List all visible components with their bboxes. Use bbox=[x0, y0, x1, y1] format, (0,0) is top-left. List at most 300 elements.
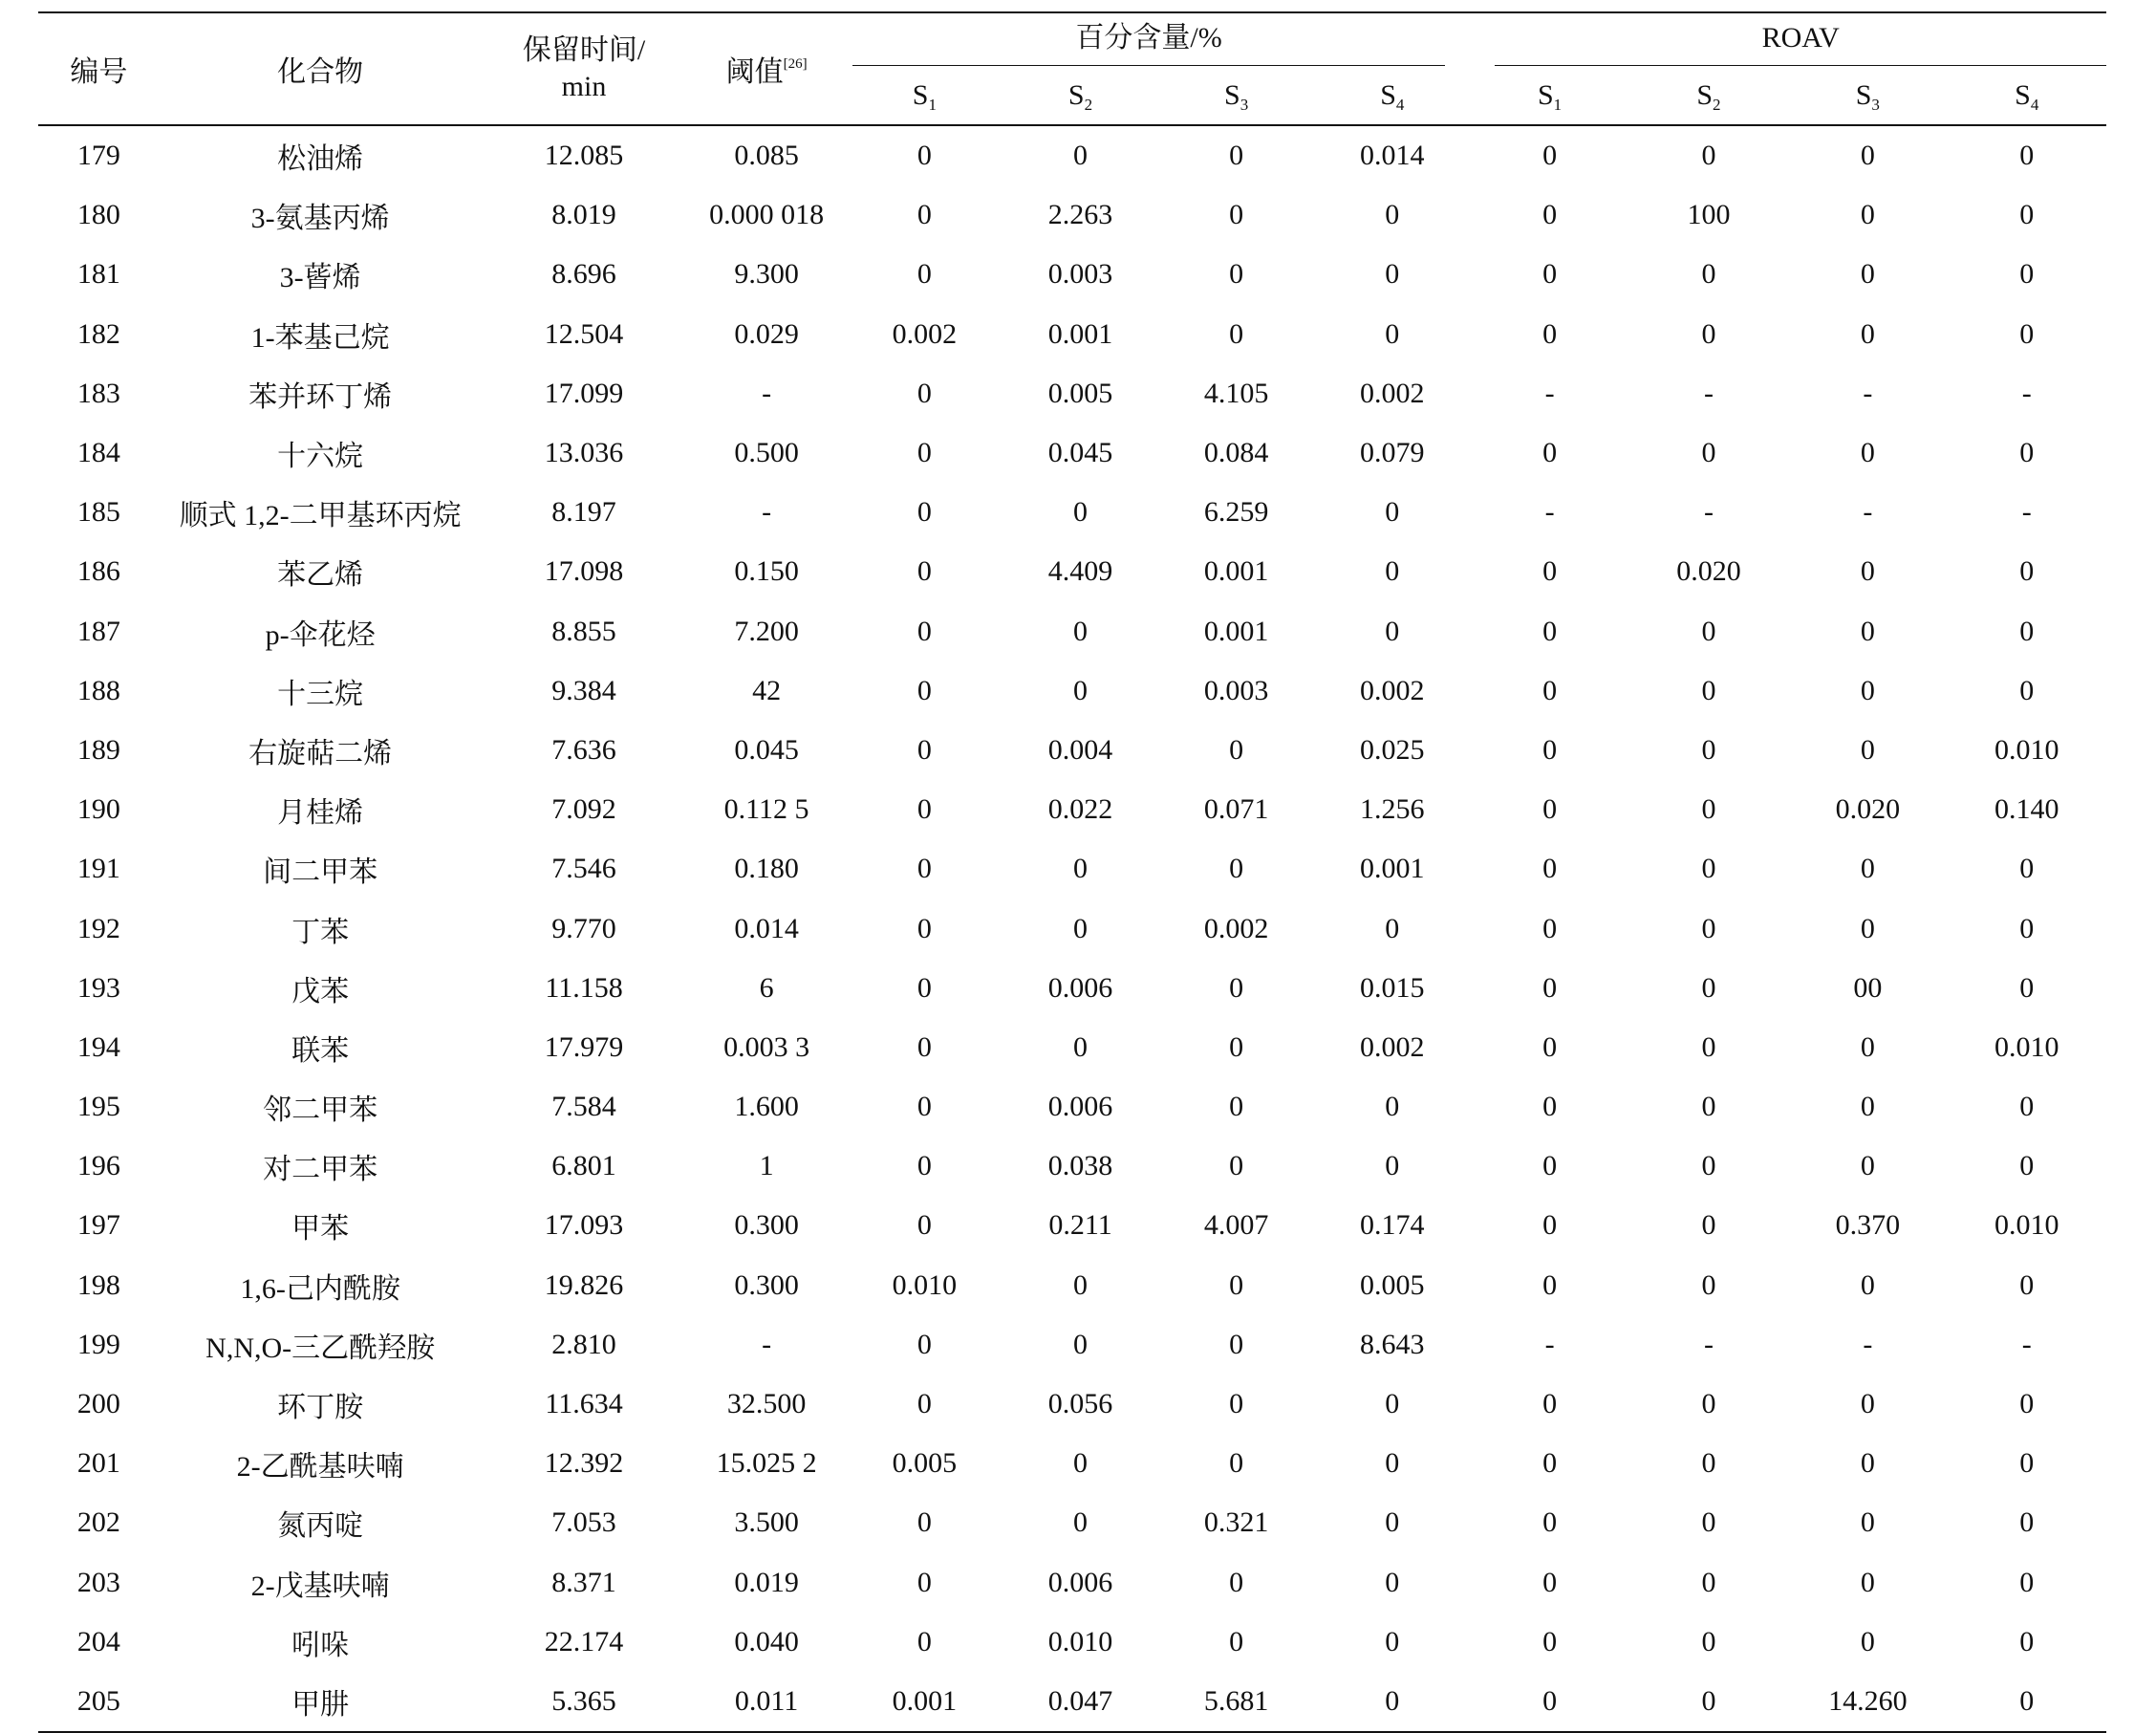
percent-s3-cell: 0.084 bbox=[1203, 437, 1269, 469]
compound-name-cell: 吲哚 bbox=[291, 1629, 350, 1661]
roav-s3-cell: 0 bbox=[1860, 1030, 1875, 1063]
threshold-cell: 0.029 bbox=[734, 317, 799, 350]
roav-s2-cell: 0 bbox=[1701, 140, 1716, 172]
threshold-cell: 9.300 bbox=[734, 258, 799, 291]
roav-s2-cell: 0 bbox=[1701, 674, 1716, 706]
percent-s2-cell: 0 bbox=[1073, 1506, 1088, 1539]
compound-name-cell: 1-苯基己烷 bbox=[250, 321, 390, 354]
table-row bbox=[38, 1256, 2106, 1315]
retention-time-cell: 9.384 bbox=[551, 674, 616, 706]
roav-s4-cell: 0 bbox=[2019, 1091, 2035, 1123]
percent-s3-cell: 0.321 bbox=[1203, 1506, 1269, 1539]
roav-s4-cell: 0 bbox=[2019, 140, 2035, 172]
compound-name-cell: 十三烷 bbox=[277, 678, 364, 710]
percent-s3-cell: 6.259 bbox=[1203, 496, 1269, 529]
percent-s2-cell: 0 bbox=[1073, 1447, 1088, 1480]
id-cell: 199 bbox=[76, 1328, 120, 1360]
roav-s4-cell: 0 bbox=[2019, 258, 2035, 291]
retention-time-cell: 12.392 bbox=[544, 1447, 624, 1480]
compound-name-cell: 丁苯 bbox=[291, 916, 350, 948]
percent-s4-cell: 0.015 bbox=[1360, 971, 1425, 1004]
sample-prefix: S bbox=[912, 78, 929, 111]
percent-s3-cell: 0 bbox=[1229, 199, 1244, 231]
percent-s1-cell: 0 bbox=[916, 912, 932, 944]
roav-s2-cell: 0 bbox=[1701, 317, 1716, 350]
percent-s4-cell: 0.079 bbox=[1360, 437, 1425, 469]
percent-s1-cell: 0 bbox=[916, 496, 932, 529]
percent-s4-cell: 0 bbox=[1385, 1625, 1400, 1657]
roav-s2-cell: 0 bbox=[1629, 1672, 1788, 1732]
roav-s2-cell: 100 bbox=[1687, 199, 1731, 231]
id-cell: 189 bbox=[76, 733, 120, 766]
sample-index: 2 bbox=[1713, 95, 1721, 114]
roav-s1-cell: 0 bbox=[1542, 1566, 1558, 1598]
roav-s4-cell: 0 bbox=[2019, 1566, 2035, 1598]
percent-s4-cell: 0 bbox=[1314, 1672, 1470, 1732]
roav-s1-cell: 0 bbox=[1542, 674, 1558, 706]
header-rt-line1: 保留时间/ bbox=[522, 34, 646, 66]
roav-s3-cell: 0 bbox=[1860, 317, 1875, 350]
roav-s3-cell: - bbox=[1863, 496, 1873, 529]
percent-s4-cell: 0 bbox=[1385, 1091, 1400, 1123]
percent-s2-cell: 0.006 bbox=[1047, 1566, 1113, 1598]
percent-s1-cell: 0 bbox=[916, 199, 932, 231]
percent-s3-cell: 0 bbox=[1229, 1328, 1244, 1360]
roav-s2-cell: 0 bbox=[1701, 1506, 1716, 1539]
threshold-cell: 32.500 bbox=[726, 1388, 807, 1420]
roav-s3-cell: 0 bbox=[1860, 1625, 1875, 1657]
table-row bbox=[38, 305, 2106, 364]
retention-time-cell: 19.826 bbox=[544, 1268, 624, 1301]
percent-s3-cell: 0 bbox=[1229, 258, 1244, 291]
roav-s3-cell: - bbox=[1863, 377, 1873, 409]
percent-s4-cell: 0.014 bbox=[1360, 140, 1425, 172]
compound-name-cell: 苯乙烯 bbox=[277, 559, 364, 592]
roav-s2-cell: 0 bbox=[1701, 258, 1716, 291]
compound-name-cell: 对二甲苯 bbox=[263, 1154, 378, 1186]
percent-s1-cell: 0 bbox=[916, 1566, 932, 1598]
table-header bbox=[38, 12, 2106, 125]
id-cell: 200 bbox=[76, 1388, 120, 1420]
percent-s1-cell: 0.002 bbox=[892, 317, 958, 350]
table-row bbox=[38, 602, 2106, 661]
percent-s2-cell: 2.263 bbox=[1047, 199, 1113, 231]
percent-s1-cell: 0 bbox=[916, 1625, 932, 1657]
percent-s2-cell: 0 bbox=[1073, 674, 1088, 706]
percent-s3-cell: 0 bbox=[1229, 1150, 1244, 1182]
percent-sample-header bbox=[1158, 69, 1314, 125]
percent-s1-cell: 0 bbox=[916, 853, 932, 885]
percent-s4-cell: 0 bbox=[1385, 496, 1400, 529]
percent-s4-cell: 0 bbox=[1385, 1447, 1400, 1480]
roav-s2-cell: 0 bbox=[1701, 1268, 1716, 1301]
header-threshold: 阈值[26] bbox=[686, 12, 846, 125]
percent-s4-cell: 0 bbox=[1385, 317, 1400, 350]
roav-s4-cell: 0.010 bbox=[1994, 1030, 2059, 1063]
table-row bbox=[38, 1672, 2106, 1732]
roav-sample-header bbox=[1948, 69, 2106, 125]
percent-s1-cell: 0.010 bbox=[892, 1268, 958, 1301]
compound-name-cell: N,N,O-三乙酰羟胺 bbox=[205, 1332, 436, 1364]
threshold-cell: 0.014 bbox=[734, 912, 799, 944]
threshold-cell: 42 bbox=[752, 674, 782, 706]
table-row bbox=[38, 1553, 2106, 1613]
roav-s4-cell: 0 bbox=[2019, 853, 2035, 885]
id-cell: 203 bbox=[76, 1566, 120, 1598]
sample-prefix: S bbox=[1855, 78, 1872, 111]
retention-time-cell: 11.158 bbox=[545, 971, 623, 1004]
threshold-cell: 3.500 bbox=[734, 1506, 799, 1539]
roav-s2-cell: 0 bbox=[1701, 1030, 1716, 1063]
percent-s1-cell: 0.001 bbox=[847, 1672, 1003, 1732]
compound-name-cell: 甲苯 bbox=[291, 1213, 350, 1246]
roav-s2-cell: 0 bbox=[1701, 1388, 1716, 1420]
percent-s3-cell: 0 bbox=[1229, 853, 1244, 885]
roav-s3-cell: 0 bbox=[1860, 733, 1875, 766]
threshold-cell: 0.011 bbox=[686, 1672, 846, 1732]
retention-time-cell: 17.093 bbox=[544, 1209, 624, 1242]
sample-prefix: S bbox=[1224, 78, 1240, 111]
percent-s3-cell: 0.002 bbox=[1203, 912, 1269, 944]
retention-time-cell: 9.770 bbox=[551, 912, 616, 944]
roav-sample-header bbox=[1629, 69, 1788, 125]
roav-s4-cell: 0 bbox=[2019, 1388, 2035, 1420]
percent-s1-cell: 0 bbox=[916, 1209, 932, 1242]
percent-s2-cell: 0.003 bbox=[1047, 258, 1113, 291]
threshold-cell: 0.040 bbox=[734, 1625, 799, 1657]
id-cell: 191 bbox=[76, 853, 120, 885]
percent-s4-cell: 0 bbox=[1385, 199, 1400, 231]
table-row bbox=[38, 1137, 2106, 1196]
percent-s1-cell: 0 bbox=[916, 258, 932, 291]
percent-s3-cell: 0.001 bbox=[1203, 555, 1269, 588]
roav-s1-cell: 0 bbox=[1542, 1209, 1558, 1242]
table-row bbox=[38, 1434, 2106, 1493]
roav-s1-cell: 0 bbox=[1542, 199, 1558, 231]
table-row bbox=[38, 721, 2106, 780]
table-row bbox=[38, 185, 2106, 245]
percent-sample-header bbox=[1314, 69, 1470, 125]
sample-index: 4 bbox=[1395, 95, 1405, 114]
compound-name-cell: 环丁胺 bbox=[277, 1392, 364, 1424]
compound-name-cell: 联苯 bbox=[291, 1034, 350, 1067]
roav-s1-cell: 0 bbox=[1542, 853, 1558, 885]
header-threshold-ref: [26] bbox=[783, 56, 808, 72]
compound-name-cell: 1,6-己内酰胺 bbox=[240, 1272, 400, 1305]
percent-s2-cell: 0 bbox=[1073, 1030, 1088, 1063]
percent-s1-cell: 0 bbox=[916, 733, 932, 766]
retention-time-cell: 2.810 bbox=[551, 1328, 616, 1360]
table-row bbox=[38, 661, 2106, 721]
roav-s3-cell: 14.260 bbox=[1788, 1672, 1947, 1732]
roav-s2-cell: - bbox=[1703, 496, 1714, 529]
roav-s1-cell: 0 bbox=[1542, 733, 1558, 766]
table-row bbox=[38, 780, 2106, 839]
percent-s2-cell: 0.038 bbox=[1047, 1150, 1113, 1182]
id-cell: 182 bbox=[76, 317, 120, 350]
roav-s1-cell: 0 bbox=[1542, 140, 1558, 172]
roav-s4-cell: 0 bbox=[2019, 674, 2035, 706]
percent-s1-cell: 0.005 bbox=[892, 1447, 958, 1480]
compound-name-cell: 3-蒈烯 bbox=[279, 262, 361, 294]
percent-s2-cell: 0.010 bbox=[1047, 1625, 1113, 1657]
roav-s3-cell: 0.370 bbox=[1835, 1209, 1901, 1242]
id-cell: 190 bbox=[76, 793, 120, 826]
header-roav-group bbox=[1470, 12, 2106, 69]
threshold-cell: - bbox=[762, 496, 772, 529]
percent-group-label: 百分含量/% bbox=[852, 17, 1446, 66]
threshold-cell: 0.019 bbox=[734, 1566, 799, 1598]
percent-s4-cell: 0 bbox=[1385, 1506, 1400, 1539]
roav-s3-cell: 0 bbox=[1860, 258, 1875, 291]
percent-s4-cell: 0.001 bbox=[1360, 853, 1425, 885]
roav-sample-header bbox=[1788, 69, 1947, 125]
percent-sample-header bbox=[847, 69, 1003, 125]
percent-s4-cell: 0 bbox=[1385, 555, 1400, 588]
percent-s2-cell: 4.409 bbox=[1047, 555, 1113, 588]
threshold-cell: 0.085 bbox=[734, 140, 799, 172]
percent-s2-cell: 0.005 bbox=[1047, 377, 1113, 409]
table-row bbox=[38, 1315, 2106, 1375]
threshold-cell: 1.600 bbox=[734, 1091, 799, 1123]
retention-time-cell: 7.584 bbox=[551, 1091, 616, 1123]
retention-time-cell: 11.634 bbox=[545, 1388, 623, 1420]
roav-s4-cell: 0 bbox=[2019, 317, 2035, 350]
percent-s4-cell: 8.643 bbox=[1360, 1328, 1425, 1360]
roav-s4-cell: - bbox=[2021, 496, 2032, 529]
retention-time-cell: 8.855 bbox=[551, 615, 616, 647]
compound-name-cell: 2-乙酰基呋喃 bbox=[236, 1451, 404, 1484]
compound-name-cell: 松油烯 bbox=[277, 143, 364, 176]
percent-s2-cell: 0 bbox=[1073, 853, 1088, 885]
compound-name-cell: 十六烷 bbox=[277, 441, 364, 473]
id-cell: 204 bbox=[76, 1625, 120, 1657]
retention-time-cell: 12.504 bbox=[544, 317, 624, 350]
id-cell: 197 bbox=[76, 1209, 120, 1242]
table-row bbox=[38, 1375, 2106, 1434]
roav-group-label: ROAV bbox=[1495, 17, 2106, 66]
id-cell: 192 bbox=[76, 912, 120, 944]
threshold-cell: 6 bbox=[759, 971, 774, 1004]
table-row bbox=[38, 959, 2106, 1018]
retention-time-cell: 8.696 bbox=[551, 258, 616, 291]
id-cell: 184 bbox=[76, 437, 120, 469]
percent-s2-cell: 0.006 bbox=[1047, 971, 1113, 1004]
sample-prefix: S bbox=[1537, 78, 1554, 111]
percent-s2-cell: 0.211 bbox=[1048, 1209, 1112, 1242]
roav-s4-cell: 0.010 bbox=[1994, 733, 2059, 766]
percent-s3-cell: 0 bbox=[1229, 317, 1244, 350]
roav-s1-cell: 0 bbox=[1542, 971, 1558, 1004]
table-row bbox=[38, 483, 2106, 542]
compound-name-cell: 甲肼 bbox=[160, 1672, 482, 1732]
threshold-cell: 7.200 bbox=[734, 615, 799, 647]
roav-s1-cell: 0 bbox=[1542, 1388, 1558, 1420]
roav-s4-cell: 0.010 bbox=[1994, 1209, 2059, 1242]
id-cell: 196 bbox=[76, 1150, 120, 1182]
roav-s1-cell: 0 bbox=[1542, 555, 1558, 588]
roav-s3-cell: 0 bbox=[1860, 853, 1875, 885]
roav-s4-cell: 0 bbox=[2019, 971, 2035, 1004]
roav-sample-header bbox=[1470, 69, 1628, 125]
id-cell: 181 bbox=[76, 258, 120, 291]
roav-s4-cell: 0 bbox=[2019, 437, 2035, 469]
percent-s4-cell: 0 bbox=[1385, 1388, 1400, 1420]
threshold-cell: 0.300 bbox=[734, 1268, 799, 1301]
percent-s2-cell: 0.047 bbox=[1003, 1672, 1158, 1732]
retention-time-cell: 7.092 bbox=[551, 793, 616, 826]
threshold-cell: 0.045 bbox=[734, 733, 799, 766]
table-row bbox=[38, 899, 2106, 958]
roav-s1-cell: 0 bbox=[1542, 1150, 1558, 1182]
roav-s1-cell: 0 bbox=[1470, 1672, 1628, 1732]
roav-s3-cell: 0 bbox=[1860, 912, 1875, 944]
retention-time-cell: 5.365 bbox=[482, 1672, 687, 1732]
roav-s1-cell: - bbox=[1544, 377, 1555, 409]
roav-s2-cell: 0 bbox=[1701, 1209, 1716, 1242]
roav-s4-cell: 0 bbox=[2019, 555, 2035, 588]
percent-s3-cell: 0 bbox=[1229, 1447, 1244, 1480]
percent-s2-cell: 0.045 bbox=[1047, 437, 1113, 469]
roav-s2-cell: 0 bbox=[1701, 1566, 1716, 1598]
roav-s3-cell: 0 bbox=[1860, 1150, 1875, 1182]
id-cell: 179 bbox=[76, 140, 120, 172]
percent-s1-cell: 0 bbox=[916, 555, 932, 588]
roav-s3-cell: 0 bbox=[1860, 1388, 1875, 1420]
percent-s3-cell: 5.681 bbox=[1158, 1672, 1314, 1732]
compound-name-cell: p-伞花烃 bbox=[265, 618, 376, 651]
percent-s3-cell: 0 bbox=[1229, 1091, 1244, 1123]
percent-s1-cell: 0 bbox=[916, 437, 932, 469]
percent-s2-cell: 0 bbox=[1073, 615, 1088, 647]
threshold-cell: 0.300 bbox=[734, 1209, 799, 1242]
table-row bbox=[38, 125, 2106, 185]
threshold-cell: 0.500 bbox=[734, 437, 799, 469]
table-row bbox=[38, 1493, 2106, 1552]
roav-s1-cell: 0 bbox=[1542, 437, 1558, 469]
roav-s4-cell: 0 bbox=[2019, 1447, 2035, 1480]
percent-s1-cell: 0 bbox=[916, 1030, 932, 1063]
id-cell: 183 bbox=[76, 377, 120, 409]
percent-s4-cell: 0.174 bbox=[1360, 1209, 1425, 1242]
percent-s1-cell: 0 bbox=[916, 793, 932, 826]
compound-name-cell: 顺式 1,2-二甲基环丙烷 bbox=[179, 500, 462, 532]
id-cell: 198 bbox=[76, 1268, 120, 1301]
header-percent-group bbox=[847, 12, 1471, 69]
id-cell: 185 bbox=[76, 496, 120, 529]
roav-s1-cell: 0 bbox=[1542, 615, 1558, 647]
compound-name-cell: 3-氨基丙烯 bbox=[250, 203, 390, 235]
roav-s3-cell: 00 bbox=[1853, 971, 1883, 1004]
percent-s3-cell: 4.007 bbox=[1203, 1209, 1269, 1242]
retention-time-cell: 8.019 bbox=[551, 199, 616, 231]
retention-time-cell: 7.636 bbox=[551, 733, 616, 766]
table-row bbox=[38, 1018, 2106, 1077]
id-cell: 187 bbox=[76, 615, 120, 647]
roav-s2-cell: 0 bbox=[1701, 1091, 1716, 1123]
compound-name-cell: 邻二甲苯 bbox=[263, 1094, 378, 1127]
id-cell: 195 bbox=[76, 1091, 120, 1123]
roav-s2-cell: 0 bbox=[1701, 1150, 1716, 1182]
percent-s3-cell: 0 bbox=[1229, 1388, 1244, 1420]
roav-s1-cell: 0 bbox=[1542, 1625, 1558, 1657]
table-row bbox=[38, 245, 2106, 304]
retention-time-cell: 7.546 bbox=[551, 853, 616, 885]
roav-s3-cell: 0 bbox=[1860, 674, 1875, 706]
sample-prefix: S bbox=[2015, 78, 2031, 111]
retention-time-cell: 13.036 bbox=[544, 437, 624, 469]
compound-name-cell: 右旋萜二烯 bbox=[248, 737, 393, 769]
compound-name-cell: 氮丙啶 bbox=[277, 1510, 364, 1543]
roav-s3-cell: 0 bbox=[1860, 1506, 1875, 1539]
percent-s1-cell: 0 bbox=[916, 1328, 932, 1360]
id-cell: 186 bbox=[76, 555, 120, 588]
roav-s4-cell: 0 bbox=[2019, 1268, 2035, 1301]
header-retention-time bbox=[482, 12, 687, 125]
sample-index: 3 bbox=[1871, 95, 1880, 114]
retention-time-cell: 8.371 bbox=[551, 1566, 616, 1598]
id-cell: 194 bbox=[76, 1030, 120, 1063]
retention-time-cell: 12.085 bbox=[544, 140, 624, 172]
sample-prefix: S bbox=[1067, 78, 1085, 111]
roav-s4-cell: 0 bbox=[2019, 1625, 2035, 1657]
percent-s2-cell: 0 bbox=[1073, 912, 1088, 944]
table-row bbox=[38, 364, 2106, 423]
roav-s1-cell: 0 bbox=[1542, 1268, 1558, 1301]
roav-s4-cell: - bbox=[2021, 1328, 2032, 1360]
percent-s4-cell: 1.256 bbox=[1360, 793, 1425, 826]
percent-s3-cell: 0 bbox=[1229, 733, 1244, 766]
threshold-cell: 0.180 bbox=[734, 853, 799, 885]
percent-s2-cell: 0.006 bbox=[1047, 1091, 1113, 1123]
retention-time-cell: 8.197 bbox=[551, 496, 616, 529]
percent-s1-cell: 0 bbox=[916, 1388, 932, 1420]
id-cell: 188 bbox=[76, 674, 120, 706]
roav-s1-cell: 0 bbox=[1542, 1091, 1558, 1123]
threshold-cell: 0.150 bbox=[734, 555, 799, 588]
roav-s1-cell: 0 bbox=[1542, 258, 1558, 291]
roav-s2-cell: 0 bbox=[1701, 437, 1716, 469]
table-row bbox=[38, 542, 2106, 601]
roav-s2-cell: - bbox=[1703, 1328, 1714, 1360]
header-compound: 化合物 bbox=[160, 12, 482, 125]
roav-s2-cell: 0 bbox=[1701, 853, 1716, 885]
sample-index: 3 bbox=[1240, 95, 1249, 114]
roav-s3-cell: 0 bbox=[1860, 199, 1875, 231]
percent-s4-cell: 0.002 bbox=[1360, 377, 1425, 409]
percent-s3-cell: 0 bbox=[1229, 1030, 1244, 1063]
roav-s3-cell: 0 bbox=[1860, 615, 1875, 647]
retention-time-cell: 17.098 bbox=[544, 555, 624, 588]
roav-s4-cell: 0 bbox=[2019, 1506, 2035, 1539]
percent-s1-cell: 0 bbox=[916, 377, 932, 409]
threshold-cell: 0.003 3 bbox=[723, 1030, 810, 1063]
roav-s4-cell: 0.140 bbox=[1994, 793, 2059, 826]
compound-name-cell: 2-戊基呋喃 bbox=[250, 1570, 390, 1602]
threshold-cell: 15.025 2 bbox=[716, 1447, 817, 1480]
roav-s2-cell: 0 bbox=[1701, 733, 1716, 766]
threshold-cell: - bbox=[762, 1328, 772, 1360]
roav-s3-cell: 0 bbox=[1860, 1268, 1875, 1301]
table-row bbox=[38, 423, 2106, 483]
percent-s3-cell: 0.003 bbox=[1203, 674, 1269, 706]
threshold-cell: 1 bbox=[759, 1150, 774, 1182]
sample-prefix: S bbox=[1380, 78, 1396, 111]
percent-s3-cell: 0.001 bbox=[1203, 615, 1269, 647]
roav-s4-cell: 0 bbox=[2019, 199, 2035, 231]
threshold-cell: 0.112 5 bbox=[723, 793, 809, 826]
compound-table bbox=[38, 11, 2106, 1733]
